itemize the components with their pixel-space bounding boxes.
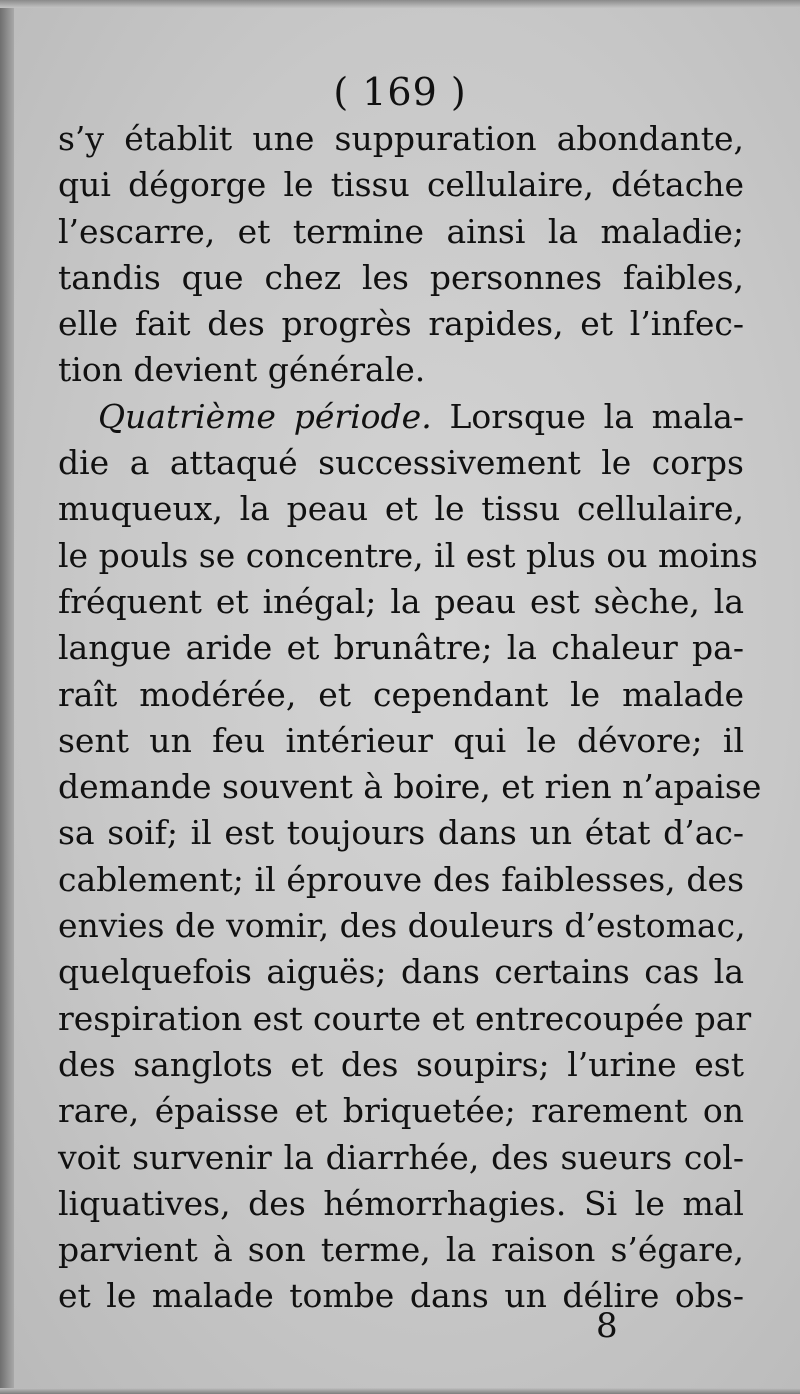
text-line: langue aride et brunâtre; la chaleur pa- — [58, 628, 744, 668]
signature-mark: 8 — [596, 1306, 618, 1346]
paragraph-start-line — [58, 394, 744, 440]
text-line: le pouls se concentre, il est plus ou moins — [58, 535, 758, 575]
text-line: fréquent et inégal; la peau est sèche, la — [58, 581, 744, 621]
page-number: ( 169 ) — [333, 70, 467, 114]
text-line: die a attaqué successivement le corps — [58, 443, 744, 483]
text-line: sa soif; il est toujours dans un état d’ac- — [58, 813, 744, 853]
text-line: l’escarre, et termine ainsi la maladie; — [58, 211, 744, 251]
text-line: raît modérée, et cependant le malade — [58, 674, 744, 714]
page-bottom-edge-shadow — [0, 1388, 800, 1394]
section-heading-italic: Quatrième période. — [98, 396, 432, 436]
text-line: elle fait des progrès rapides, et l’infec- — [58, 304, 744, 344]
text-line: respiration est courte et entrecoupée par — [58, 998, 752, 1038]
text-line: sent un feu intérieur qui le dévore; il — [58, 720, 744, 760]
text-line: cablement; il éprouve des faiblesses, des — [58, 859, 744, 899]
text-line-continuation: Lorsque la mala- — [449, 396, 744, 436]
text-line: tandis que chez les personnes faibles, — [58, 257, 744, 297]
text-line: et le malade tombe dans un délire obs- — [58, 1276, 744, 1316]
text-line: s’y établit une suppuration abondante, — [58, 119, 744, 158]
text-line: des sanglots et des soupirs; l’urine est — [58, 1044, 744, 1084]
text-line: liquatives, des hémorrhagies. Si le mal — [58, 1183, 744, 1223]
text-line: tion devient générale. — [58, 350, 426, 390]
text-line: quelquefois aiguës; dans certains cas la — [58, 952, 744, 992]
text-line: envies de vomir, des douleurs d’estomac, — [58, 906, 746, 946]
page-left-edge-shadow — [0, 0, 14, 1394]
text-line: qui dégorge le tissu cellulaire, détache — [58, 165, 744, 205]
text-line: muqueux, la peau et le tissu cellulaire, — [58, 489, 744, 529]
text-line: rare, épaisse et briquetée; rarement on — [58, 1091, 744, 1131]
body-text — [58, 116, 762, 1320]
text-line: demande souvent à boire, et rien n’apaise — [58, 767, 762, 807]
text-line: voit survenir la diarrhée, des sueurs col- — [58, 1137, 744, 1177]
page-top-edge-shadow — [0, 0, 800, 8]
text-line: parvient à son terme, la raison s’égare, — [58, 1230, 744, 1270]
